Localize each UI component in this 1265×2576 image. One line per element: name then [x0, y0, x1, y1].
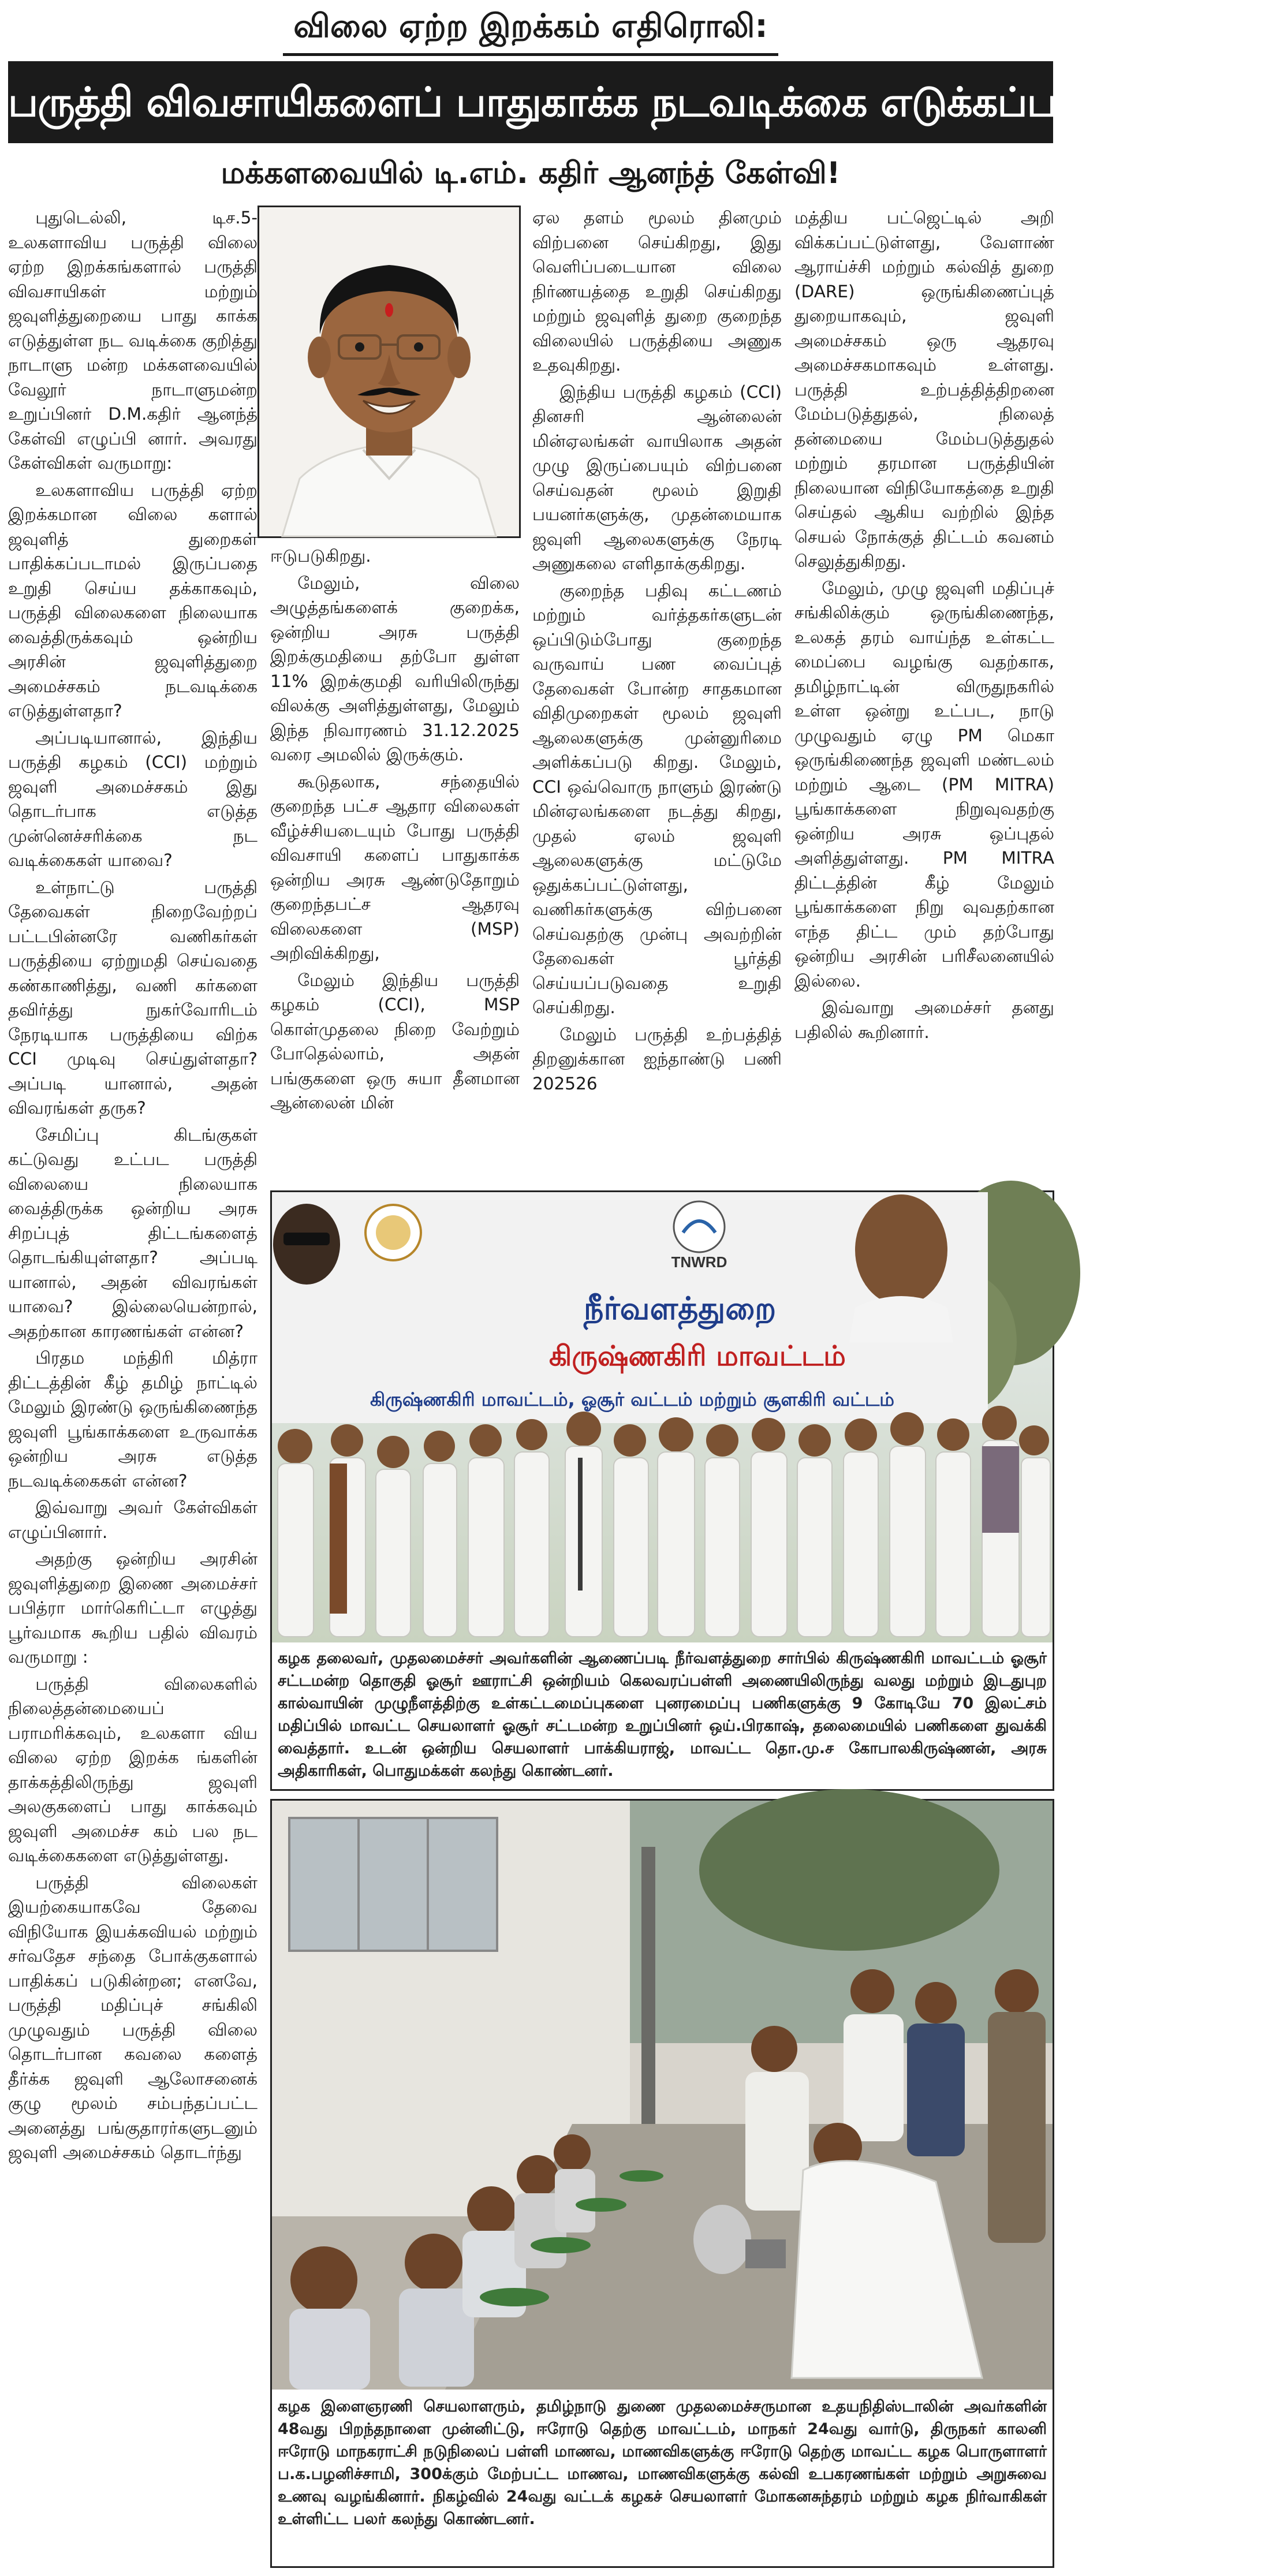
paragraph: பருத்தி விலைகளில் நிலைத்தன்மையைப் பராமரிக்கவும், உலகளா விய விலை ஏற்ற இறக்க ங்களின் தாக்கத்திலிருந்து ஜவுளி அலகுகளைப் பாது காக்கவும் ஜவுளி அமைச்ச கம் பல நட வடிக்கைகளை எடுத்துள்ளது. — [8, 1674, 258, 1865]
paragraph: கூடுதலாக, சந்தையில் குறைந்த பட்ச ஆதார விலைகள் வீழ்ச்சியடையும் போது பருத்தி விவசாயி களைப் பாதுகாக்க ஒன்றிய அரசு ஆண்டுதோறும் குறைந்தபட்ச ஆதரவு விலைகளை (MSP) அறிவிக்கிறது, — [270, 771, 520, 963]
kicker-title — [0, 0, 1061, 58]
paragraph: இவ்வாறு அமைச்சர் தனது பதிலில் கூறினார். — [794, 998, 1054, 1042]
paragraph: ஈடுபடுகிறது. — [270, 546, 371, 566]
paragraph: மேலும் பருத்தி உற்பத்தித் திறனுக்கான ஐந்தாண்டு பணி 202526 — [532, 1024, 782, 1093]
paragraph: உலகளாவிய பருத்தி ஏற்ற இறக்கமான விலை களால் ஜவுளித் துறைகள் பாதிக்கப்படாமல் இருப்பதை உறுதி செய்ய தக்காகவும், பருத்தி விலைகளை நிலையாக வைத்திருக்கவும் ஒன்றிய அரசின் ஜவுளித்துறை அமைச்சகம் நடவடிக்கை எடுத்துள்ளதா? — [8, 480, 258, 720]
photo-irrigation-image — [272, 1192, 1053, 1642]
photo-school-caption: கழக இளைஞரணி செயலாளரும், தமிழ்நாடு துணை முதலமைச்சருமான உதயநிதிஸ்டாலின் அவர்களின் 48வது பிறந்தநாளை முன்னிட்டு, ஈரோடு தெற்கு மாவட்டம், மாநகர் 24வது வார்டு, திருநகர் காலனி ஈரோடு மாநகராட்சி நடுநிலைப் பள்ளி மாணவ, மாணவிகளுக்கு ஈரோடு தெற்கு மாவட்ட கழக பொருளாளர் ப.க.பழனிச்சாமி, 300க்கும் மேற்பட்ட மாணவ, மாணவிகளுக்கு கல்வி உபகரணங்கள் மற்றும் அறுசுவை உணவு வழங்கினார். நிகழ்வில் 24வது வட்டக் கழகச் செயலாளர் மோகனசுந்தரம் மற்றும் கழக நிர்வாகிகள் உள்ளிட்ட பலர் கலந்து கொண்டனர். — [278, 2398, 1047, 2528]
paragraph: இவ்வாறு அவர் கேள்விகள் எழுப்பினார். — [8, 1498, 258, 1542]
tnwrd-logo-text: TNWRD — [671, 1253, 727, 1271]
paragraph: சேமிப்பு கிடங்குகள் கட்டுவது உட்பட பருத்தி விலையை நிலையாக வைத்திருக்க ஒன்றிய அரசு சிறப்புத் திட்டங்களைத் தொடங்கியுள்ளதா? அப்படி யானால், அதன் விவரங்கள் யாவை? இல்லையென்றால், அதற்கான காரணங்கள் என்ன? — [8, 1125, 258, 1341]
paragraph: ஏல தளம் மூலம் தினமும் விற்பனை செய்கிறது, இது வெளிப்படையான விலை நிர்ணயத்தை உறுதி செய்கிறது மற்றும் ஜவுளித் துறை குறைந்த விலையில் பருத்தியை அணுக உதவுகிறது. — [532, 208, 782, 375]
portrait-photo — [258, 206, 521, 538]
photo-school-event — [270, 1799, 1054, 2568]
paragraph: அப்படியானால், இந்திய பருத்தி கழகம் (CCI) மற்றும் ஜவுளி அமைச்சகம் இது தொடர்பாக எடுத்த முன்னெச்சரிக்கை நட வடிக்கைகள் யாவை? — [8, 727, 258, 870]
paragraph: புதுடெல்லி, டிச.5- உலகளாவிய பருத்தி விலை ஏற்ற இறக்கங்களால் பருத்தி விவசாயிகள் மற்றும் ஜவுளித்துறையை பாது காக்க எடுத்துள்ள நட வடிக்கை குறித்து நாடாளு மன்ற மக்களவையில் வேலூர் நாடாளுமன்ற உறுப்பினர் D.M.கதிர் ஆனந்த் கேள்வி எழுப்பி னார். அவரது கேள்விகள் வருமாறு: — [8, 208, 258, 473]
subheadline: மக்களவையில் டி.எம். கதிர் ஆனந்த் கேள்வி! — [221, 156, 841, 191]
paragraph: மேலும் இந்திய பருத்தி கழகம் (CCI), MSP கொள்முதலை நிறை வேற்றும் போதெல்லாம், அதன் பங்குகளை ஒரு சுயா தீனமான ஆன்லைன் மின் — [270, 970, 520, 1112]
portrait-image — [259, 207, 519, 536]
photo-irrigation-event — [270, 1190, 1054, 1791]
photo-school-image — [272, 1801, 1053, 2390]
banner-district: கிருஷ்ணகிரி மாவட்டம் — [549, 1340, 846, 1372]
article-column-4 — [794, 206, 1054, 1182]
article-column-1 — [8, 206, 258, 2569]
paragraph: உள்நாட்டு பருத்தி தேவைகள் நிறைவேற்றப் பட்டபின்னரே வணிகர்கள் பருத்தியை ஏற்றுமதி செய்வதை கண்காணித்து, வணி கர்களை தவிர்த்து நுகர்வோரிடம் நேரடியாக பருத்தியை விற்க CCI முடிவு செய்துள்ளதா? அப்படி யானால், அதன் விவரங்கள் தருக? — [8, 877, 258, 1118]
paragraph: மேலும், முழு ஜவுளி மதிப்புச் சங்கிலிக்கும் ஒருங்கிணைந்த, உலகத் தரம் வாய்ந்த உள்கட்ட மைப்பை வழங்கு வதற்காக, தமிழ்நாட்டின் விருதுநகரில் உள்ள ஒன்று உட்பட, நாடு முழுவதும் ஏழு PM மெகா ஒருங்கிணைந்த ஜவுளி மண்டலம் மற்றும் ஆடை (PM MITRA) பூங்காக்களை நிறுவுவதற்கு ஒன்றிய அரசு ஒப்புதல் அளித்துள்ளது. PM MITRA திட்டத்தின் கீழ் மேலும் பூங்காக்களை நிறு வுவதற்கான எந்த திட்ட மும் தற்போது ஒன்றிய அரசின் பரிசீலனையில் இல்லை. — [794, 578, 1054, 991]
paragraph: மேலும், விலை அழுத்தங்களைக் குறைக்க, ஒன்றிய அரசு பருத்தி இறக்குமதியை தற்போ துள்ள 11% இறக்குமதி வரியிலிருந்து விலக்கு அளித்துள்ளது, மேலும் இந்த நிவாரணம் 31.12.2025 வரை அமலில் இருக்கும். — [270, 573, 520, 764]
paragraph: பருத்தி விலைகள் இயற்கையாகவே தேவை விநியோக இயக்கவியல் மற்றும் சர்வதேச சந்தை போக்குகளால் பாதிக்கப் படுகின்றன; எனவே, பருத்தி மதிப்புச் சங்கிலி முழுவதும் பருத்தி விலை தொடர்பான கவலை களைத் தீர்க்க ஜவுளி ஆலோசனைக் குழு மூலம் சம்பந்தப்பட்ட அனைத்து பங்குதாரர்களுடனும் ஜவுளி அமைச்சகம் தொடர்ந்து — [8, 1872, 258, 2162]
article-column-2 — [270, 544, 520, 1182]
paragraph: அதற்கு ஒன்றிய அரசின் ஜவுளித்துறை இணை அமைச்சர் பபித்ரா மார்கெரிட்டா எழுத்து பூர்வமாக கூறிய பதில் விவரம் வருமாறு : — [8, 1549, 258, 1667]
photo-irrigation-caption: கழக தலைவர், முதலமைச்சர் அவர்களின் ஆணைப்படி நீர்வளத்துறை சார்பில் கிருஷ்ணகிரி மாவட்டம் ஓசூர் சட்டமன்ற தொகுதி ஓசூர் ஊராட்சி ஒன்றியம் கெலவரப்பள்ளி அணையிலிருந்து வலது மற்றும் இடதுபுற கால்வாயின் முழுநீளத்திற்கு உள்கட்டமைப்புகளை புனரமைப்பு பணிகளுக்கு 9 கோடியே 70 இலட்சம் மதிப்பில் மாவட்ட செயலாளர் ஓசூர் சட்டமன்ற உறுப்பினர் ஒய்.பிரகாஷ், தலைமையில் பணிகளை துவக்கி வைத்தார். உடன் ஒன்றிய செயலாளர் பாக்கியராஜ், மாவட்ட தொ.மு.ச கோபாலகிருஷ்ணன், அரசு அதிகாரிகள், பொதுமக்கள் கலந்து கொண்டனர். — [278, 1649, 1047, 1780]
paragraph: மத்திய பட்ஜெட்டில் அறி விக்கப்பட்டுள்ளது, வேளாண் ஆராய்ச்சி மற்றும் கல்வித் துறை (DARE) ஒருங்கிணைப்புத் துறையாகவும், ஜவுளி அமைச்சகம் ஒரு ஆதரவு அமைச்சகமாகவும் உள்ளது. பருத்தி உற்பத்தித்திறனை மேம்படுத்துதல், நிலைத் தன்மையை மேம்படுத்துதல் மற்றும் தரமான பருத்தியின் நிலையான விநியோகத்தை உறுதி செய்தல் ஆகிய வற்றில் இந்த செயல் நோக்குத் திட்டம் கவனம் செலுத்துகிறது. — [794, 208, 1054, 571]
kicker-text: விலை ஏற்ற இறக்கம் எதிரொலி: — [283, 0, 778, 56]
banner-subtitle: கிருஷ்ணகிரி மாவட்டம், ஓசூர் வட்டம் மற்றும் சூளகிரி வட்டம் — [370, 1388, 895, 1410]
banner-title: நீர்வளத்துறை — [584, 1290, 777, 1327]
headline: பருத்தி விவசாயிகளைப் பாதுகாக்க நடவடிக்கை எடுக்கப்பட்டுள்ளதா? — [8, 61, 1053, 143]
paragraph: இந்திய பருத்தி கழகம் (CCI) தினசரி ஆன்லைன் மின்ஏலங்கள் வாயிலாக அதன் முழு இருப்பையும் விற்பனை செய்வதன் மூலம் இறுதி பயனர்களுக்கு, முதன்மையாக ஜவுளி ஆலைகளுக்கு நேரடி அணுகலை எளிதாக்குகிறது. — [532, 382, 782, 573]
paragraph: குறைந்த பதிவு கட்டணம் மற்றும் வர்த்தகர்களுடன் ஒப்பிடும்போது குறைந்த வருவாய் பண வைப்புத் தேவைகள் போன்ற சாதகமான விதிமுறைகள் மூலம் ஜவுளி ஆலைகளுக்கு முன்னுரிமை அளிக்கப்படு கிறது. மேலும், CCI ஒவ்வொரு நாளும் இரண்டு மின்ஏலங்களை நடத்து கிறது, முதல் ஏலம் ஜவுளி ஆலைகளுக்கு மட்டுமே ஒதுக்கப்பட்டுள்ளது, வணிகர்களுக்கு விற்பனை செய்வதற்கு முன்பு அவற்றின் தேவைகள் பூர்த்தி செய்யப்படுவதை உறுதி செய்கிறது. — [532, 580, 782, 1017]
paragraph: பிரதம மந்திரி மித்ரா திட்டத்தின் கீழ் தமிழ் நாட்டில் மேலும் இரண்டு ஒருங்கிணைந்த ஜவுளி பூங்காக்களை உருவாக்க ஒன்றிய அரசு எடுத்த நடவடிக்கைகள் என்ன? — [8, 1348, 258, 1491]
article-column-3 — [532, 206, 782, 1182]
